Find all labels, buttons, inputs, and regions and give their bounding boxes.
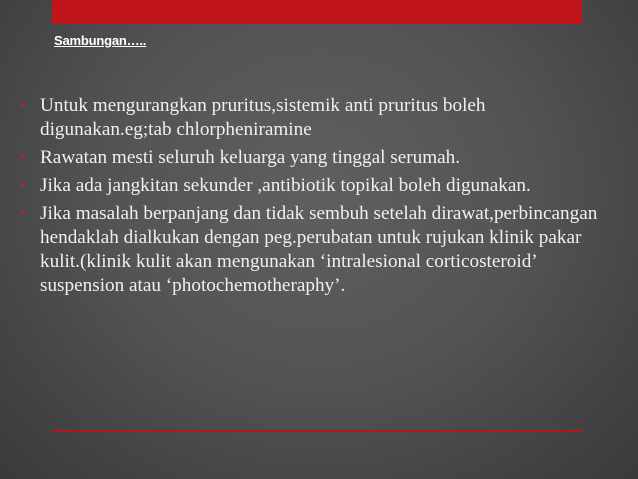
bullet-text: Rawatan mesti seluruh keluarga yang tinggal serumah. — [40, 147, 461, 168]
bullet-item — [20, 202, 620, 298]
bullet-list — [20, 94, 620, 302]
slide-heading: Sambungan….. — [54, 33, 147, 48]
bullet-text: Jika masalah berpanjang dan tidak sembuh setelah dirawat,perbincangan hendaklah dialkukan dengan peg.perubatan untuk rujukan klinik pakar kulit.(klinik kulit akan mengunakan ‘intralesional corticosteroid’ suspension atau ‘photochemotheraphy’. — [40, 203, 598, 296]
bullet-item — [20, 146, 620, 170]
bullet-icon: • — [20, 206, 26, 222]
top-accent-bar — [52, 0, 582, 24]
bottom-divider — [52, 430, 582, 432]
bullet-item — [20, 174, 620, 198]
bullet-item — [20, 94, 620, 142]
bullet-text: Untuk mengurangkan pruritus,sistemik anti pruritus boleh digunakan.eg;tab chlorpheniramine — [40, 95, 486, 140]
bullet-icon: • — [20, 98, 26, 114]
bullet-icon: • — [20, 150, 26, 166]
bullet-icon: • — [20, 178, 26, 194]
bullet-text: Jika ada jangkitan sekunder ,antibiotik topikal boleh digunakan. — [40, 175, 531, 196]
